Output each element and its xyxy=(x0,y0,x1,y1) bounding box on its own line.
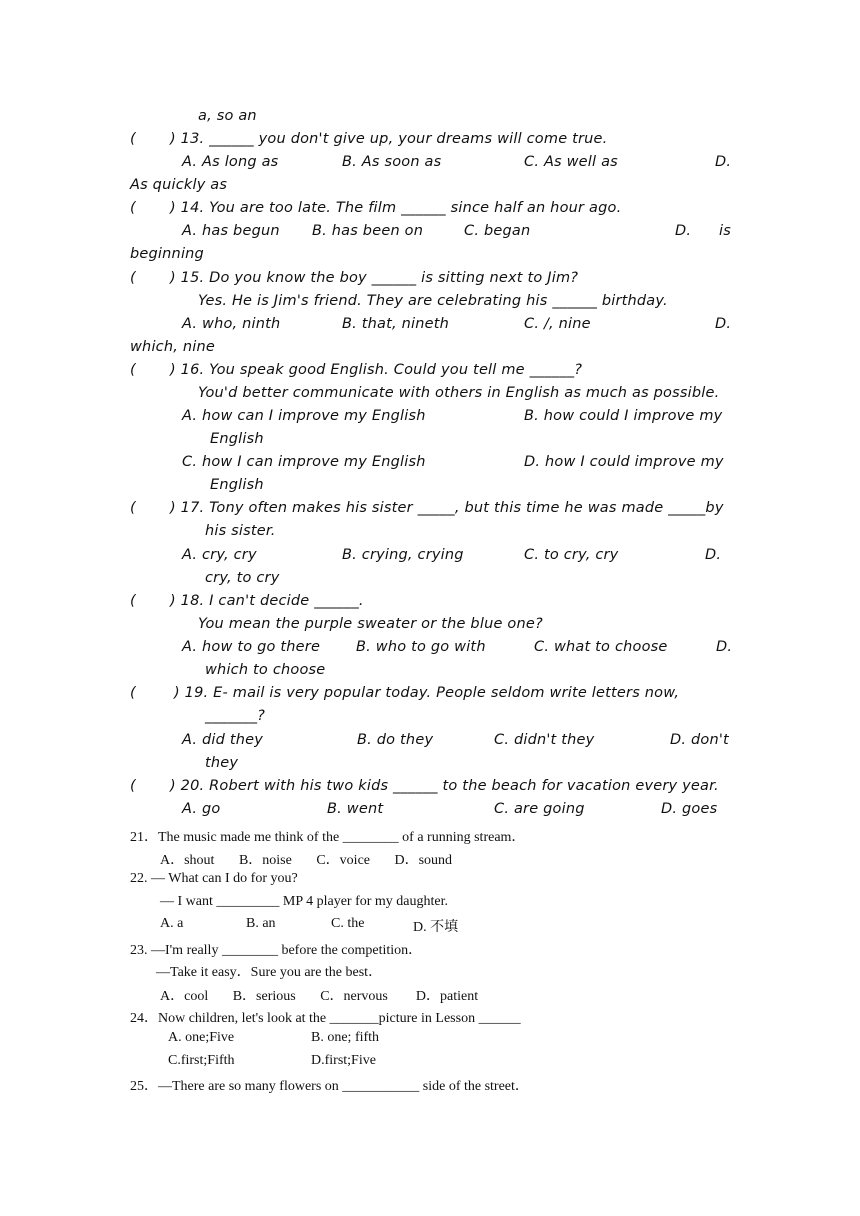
question-17 xyxy=(130,500,732,516)
question-14-text: ) 14. You are too late. The film ______ since half an hour ago. xyxy=(170,200,622,216)
option-d: D. how I could improve my xyxy=(524,454,724,470)
answer-paren[interactable]: ( xyxy=(130,200,136,216)
option-c: C. began xyxy=(464,223,531,239)
option-b: B. As soon as xyxy=(342,154,442,170)
question-18-text: ) 18. I can't decide ______. xyxy=(170,593,364,609)
question-20-text: ) 20. Robert with his two kids ______ to the beach for vacation every year. xyxy=(170,778,719,794)
question-16-text: ) 16. You speak good English. Could you tell me ______? xyxy=(170,362,583,378)
option-d: D. xyxy=(675,223,692,239)
question-22: 22. — What can I do for you? xyxy=(130,871,298,886)
option-c: C. to cry, cry xyxy=(524,547,619,563)
option-c: C. what to choose xyxy=(534,639,668,655)
question-15-sub: Yes. He is Jim's friend. They are celebrating his ______ birthday. xyxy=(198,293,668,309)
question-24: 24．Now children, let's look at the _______picture in Lesson ______ xyxy=(130,1011,521,1026)
answer-paren[interactable]: ( xyxy=(130,362,136,378)
option-d: D. xyxy=(715,154,732,170)
question-14-option-d-cont: beginning xyxy=(130,246,204,262)
option-a: A. cry, cry xyxy=(182,547,257,563)
question-21: 21．The music made me think of the ________ of a running stream． xyxy=(130,830,526,845)
option-ab-cont: English xyxy=(210,431,264,447)
question-22-sub: — I want _________ MP 4 player for my daughter. xyxy=(160,894,448,909)
option-b: B. went xyxy=(327,801,384,817)
option-c: C. how I can improve my English xyxy=(182,454,426,470)
option-a: A. one;Five xyxy=(168,1030,235,1045)
question-17-cont: his sister. xyxy=(205,523,276,539)
option-a: A. how to go there xyxy=(182,639,321,655)
question-18-sub: You mean the purple sweater or the blue one? xyxy=(198,616,543,632)
question-15-option-d-cont: which, nine xyxy=(130,339,215,355)
answer-paren[interactable]: ( xyxy=(130,500,136,516)
question-19-option-d-cont: they xyxy=(205,755,239,771)
option-d: D. xyxy=(705,547,722,563)
question-17-option-d-cont: cry, to cry xyxy=(205,570,280,586)
question-19-cont: _______? xyxy=(205,708,266,724)
option-b: B. who to go with xyxy=(356,639,486,655)
option-a: A. has begun xyxy=(182,223,280,239)
question-13-option-d-cont: As quickly as xyxy=(130,177,228,193)
answer-paren[interactable]: ( xyxy=(130,593,136,609)
option-a: A. how can I improve my English xyxy=(182,408,426,424)
question-15-text: ) 15. Do you know the boy ______ is sitting next to Jim? xyxy=(170,270,579,286)
option-c: C.first;Fifth xyxy=(168,1053,235,1068)
option-a: A. who, ninth xyxy=(182,316,281,332)
fragment-line: a, so an xyxy=(198,108,257,124)
question-15 xyxy=(130,270,732,286)
question-25: 25．—There are so many flowers on ___________ side of the street． xyxy=(130,1079,529,1094)
question-23-sub: —Take it easy．Sure you are the best． xyxy=(156,965,383,980)
question-13-text: ) 13. ______ you don't give up, your dreams will come true. xyxy=(170,131,608,147)
question-21-options: A．shout B．noise C．voice D．sound xyxy=(160,853,453,868)
question-17-text: ) 17. Tony often makes his sister _____, but this time he was made _____by xyxy=(170,500,724,516)
question-16 xyxy=(130,362,732,378)
option-d: D. goes xyxy=(661,801,718,817)
question-18 xyxy=(130,593,732,609)
question-19-text: ) 19. E- mail is very popular today. People seldom write letters now, xyxy=(174,685,680,701)
option-a: A. a xyxy=(160,916,184,931)
option-d: D. xyxy=(716,639,733,655)
option-d: D.first;Five xyxy=(311,1053,376,1068)
option-c: C. As well as xyxy=(524,154,618,170)
question-23-options: A．cool B．serious C．nervous D．patient xyxy=(160,989,479,1004)
option-a: A. As long as xyxy=(182,154,279,170)
option-d-word: is xyxy=(719,223,731,239)
option-b: B. that, nineth xyxy=(342,316,450,332)
option-b: B. how could I improve my xyxy=(524,408,723,424)
option-c: C. the xyxy=(331,916,365,931)
question-23: 23. —I'm really ________ before the competition． xyxy=(130,943,423,958)
option-a: A. did they xyxy=(182,732,264,748)
option-b: B. do they xyxy=(357,732,434,748)
option-c: C. didn't they xyxy=(494,732,595,748)
answer-paren[interactable]: ( xyxy=(130,778,136,794)
option-b: B. one; fifth xyxy=(311,1030,380,1045)
question-20 xyxy=(130,778,732,794)
option-a: A. go xyxy=(182,801,221,817)
answer-paren[interactable]: ( xyxy=(130,270,136,286)
question-13 xyxy=(130,131,732,147)
option-b: B. an xyxy=(246,916,276,931)
answer-paren[interactable]: ( xyxy=(130,131,136,147)
option-d: D. xyxy=(715,316,732,332)
option-d: D. 不填 xyxy=(413,920,459,935)
question-16-sub: You'd better communicate with others in English as much as possible. xyxy=(198,385,720,401)
question-14 xyxy=(130,200,732,216)
question-18-option-d-cont: which to choose xyxy=(205,662,326,678)
option-d: D. don't xyxy=(670,732,729,748)
option-c: C. are going xyxy=(494,801,585,817)
option-cd-cont: English xyxy=(210,477,264,493)
option-b: B. has been on xyxy=(312,223,424,239)
option-c: C. /, nine xyxy=(524,316,591,332)
question-19 xyxy=(130,685,732,701)
option-b: B. crying, crying xyxy=(342,547,464,563)
answer-paren[interactable]: ( xyxy=(130,685,136,701)
